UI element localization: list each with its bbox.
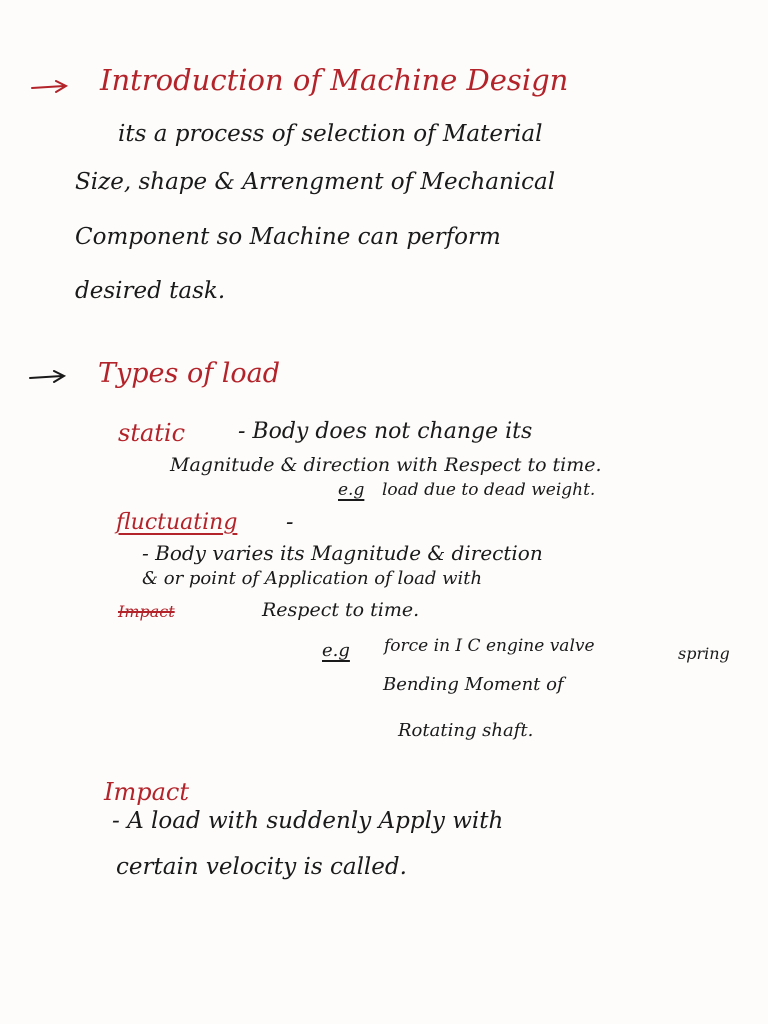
fluctuating-dash: -	[286, 510, 294, 535]
fluctuating-example-spring: spring	[678, 644, 730, 663]
intro-line-4: desired task.	[75, 278, 226, 304]
static-label: static	[118, 419, 186, 447]
intro-line-1: its a process of selection of Material	[118, 121, 543, 147]
static-example-text: load due to dead weight.	[382, 480, 596, 500]
struck-out-word: Impact	[118, 602, 175, 621]
impact-line-1: - A load with suddenly Apply with	[112, 808, 504, 834]
fluctuating-line-1: - Body varies its Magnitude & direction	[142, 541, 543, 565]
fluctuating-example-text: force in I C engine valve	[384, 636, 595, 656]
fluctuating-example-label: e.g	[322, 640, 350, 661]
section-title-types-of-load: Types of load	[98, 358, 281, 389]
arrow-right-icon	[28, 370, 68, 384]
static-line-2: Magnitude & direction with Respect to time.	[170, 454, 602, 476]
static-line-1: - Body does not change its	[238, 419, 533, 444]
static-example-label: e.g	[338, 480, 365, 500]
intro-line-3: Component so Machine can perform	[75, 224, 501, 250]
intro-line-2: Size, shape & Arrengment of Mechanical	[75, 169, 556, 195]
fluctuating-label: fluctuating	[116, 510, 238, 535]
fluctuating-line-3: Respect to time.	[262, 599, 420, 621]
impact-line-2: certain velocity is called.	[116, 854, 407, 880]
fluctuating-example-line-3: Rotating shaft.	[398, 720, 534, 741]
fluctuating-example-line-2: Bending Moment of	[383, 674, 564, 695]
arrow-right-icon	[30, 80, 70, 94]
section-title-introduction: Introduction of Machine Design	[100, 63, 569, 97]
fluctuating-line-2: & or point of Application of load with	[142, 568, 483, 589]
impact-label: Impact	[104, 778, 189, 806]
